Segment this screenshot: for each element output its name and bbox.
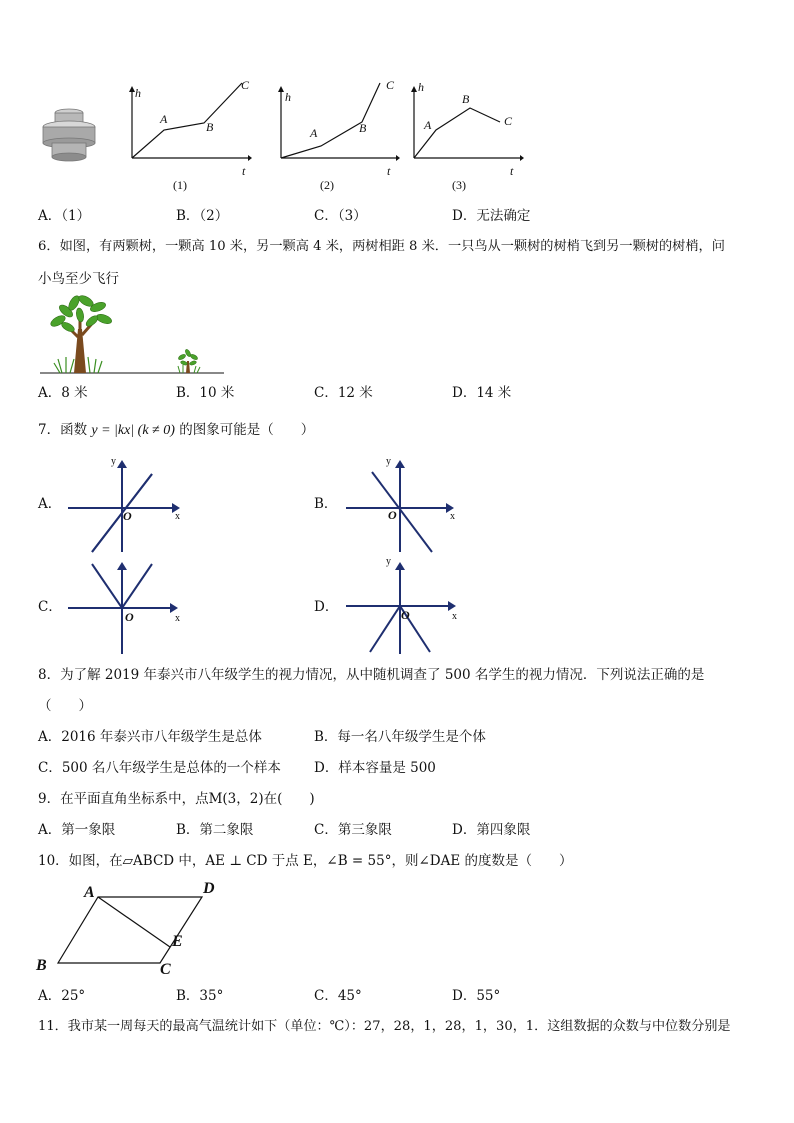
q7-graph-c: [62, 556, 190, 660]
q7-graph-c-origin: O: [125, 610, 134, 624]
graph-1-caption: (1): [173, 178, 187, 192]
graph-2-caption: (2): [320, 178, 334, 192]
q10-option-a: A．25°: [38, 988, 86, 1004]
graph-3-caption: (3): [452, 178, 466, 192]
q9-stem: 9．在平面直角坐标系中，点M(3，2)在( ): [38, 791, 315, 807]
q10-option-b: B．35°: [176, 988, 224, 1004]
graph-3-point-c: C: [504, 114, 513, 128]
graph-3-point-b: B: [462, 92, 470, 106]
q10-vertex-b: B: [36, 957, 47, 974]
q7-graph-a-x-label: x: [175, 511, 180, 522]
q7-graph-b-origin: O: [388, 508, 397, 522]
q6-option-b: B．10 米: [176, 385, 235, 401]
q7-option-a-letter: A．: [38, 496, 62, 512]
q10-stem: 10．如图，在▱ABCD 中，AE ⊥ CD 于点 E，∠B = 55°，则∠DAE 的度数是（ ）: [38, 853, 573, 869]
q7-stem-suffix: 的图象可能是（ ）: [179, 422, 315, 438]
q8-stem-line1: 8．为了解 2019 年泰兴市八年级学生的视力情况，从中随机调查了 500 名学生的视力情况．下列说法正确的是: [38, 667, 705, 683]
q7-graph-a-y-label: y: [111, 456, 116, 467]
q10-vertex-c: C: [160, 961, 171, 978]
q8-option-a: A．2016 年泰兴市八年级学生是总体: [38, 729, 262, 745]
q10-option-c: C．45°: [314, 988, 362, 1004]
q7-option-b-letter: B．: [314, 496, 338, 512]
q7-graph-a-lines: [60, 452, 190, 556]
q7-graph-d-origin: O: [401, 608, 410, 622]
q7-formula: y = |kx| (k ≠ 0): [91, 423, 175, 438]
q9-option-b: B．第二象限: [176, 822, 254, 838]
q7-graph-a-origin: O: [123, 509, 132, 523]
q8-option-b: B．每一名八年级学生是个体: [314, 729, 486, 745]
q6-stem-line2: 小鸟至少飞行: [38, 271, 119, 287]
q7-graph-b: [338, 452, 468, 556]
graph-3-point-a: A: [424, 118, 432, 132]
q8-option-c: C．500 名八年级学生是总体的一个样本: [38, 760, 281, 776]
q5-option-d: D．无法确定: [452, 208, 531, 224]
graph-3-t-label: t: [510, 164, 514, 178]
q9-option-a: A．第一象限: [38, 822, 116, 838]
graph-2-h-label: h: [285, 90, 291, 104]
graph-1-point-b: B: [206, 120, 214, 134]
graph-1-t-label: t: [242, 164, 246, 178]
q5-figure-row: [36, 78, 536, 203]
parallelogram-figure: [30, 878, 230, 978]
q6-option-a: A．8 米: [38, 385, 88, 401]
q8-option-d: D．样本容量是 500: [314, 760, 436, 776]
graph-3-h-label: h: [418, 80, 424, 94]
stacked-cylinder-image: [36, 103, 106, 173]
q10-vertex-e: E: [172, 933, 183, 950]
q10-vertex-d: D: [203, 880, 215, 897]
q7-graph-b-y-label: y: [386, 456, 391, 467]
graph-2-point-a: A: [310, 126, 318, 140]
graph-2-point-b: B: [359, 121, 367, 135]
graph-2-t-label: t: [387, 164, 391, 178]
q9-option-d: D．第四象限: [452, 822, 531, 838]
q5-option-b: B．（2）: [176, 208, 229, 224]
graph-1-point-a: A: [160, 112, 168, 126]
q8-stem-line2: （ ）: [38, 698, 92, 714]
q7-graph-d-x-label: x: [452, 611, 457, 622]
graph-2-point-c: C: [386, 78, 395, 92]
q6-option-c: C．12 米: [314, 385, 373, 401]
q6-stem-line1: 6．如图，有两颗树，一颗高 10 米，另一颗高 4 米，两树相距 8 米．一只鸟从一颗树的树梢飞到另一颗树的树梢，问: [38, 239, 725, 254]
q10-option-d: D．55°: [452, 988, 501, 1004]
q5-option-a: A．（1）: [38, 208, 91, 224]
q7-graph-c-x-label: x: [175, 613, 180, 624]
q7-graph-d-y-label: y: [386, 556, 391, 567]
graph-2: [276, 78, 404, 178]
q7-stem-prefix: 7．函数: [38, 422, 88, 438]
q9-option-c: C．第三象限: [314, 822, 392, 838]
graph-1-h-label: h: [135, 86, 141, 100]
graph-1: [124, 78, 252, 178]
q6-option-d: D．14 米: [452, 385, 512, 401]
q11-stem: 11．我市某一周每天的最高气温统计如下（单位：℃）：27，28，1，28，1，30，1．这组数据的众数与中位数分别是: [38, 1019, 731, 1034]
graph-1-point-c: C: [241, 78, 250, 92]
q10-vertex-a: A: [84, 884, 95, 901]
q7-stem: [38, 421, 314, 440]
two-trees-image: [38, 293, 228, 377]
q7-graph-b-x-label: x: [450, 511, 455, 522]
q7-option-c-letter: C．: [38, 599, 62, 615]
q5-option-c: C．（3）: [314, 208, 367, 224]
q7-option-d-letter: D．: [314, 599, 339, 615]
